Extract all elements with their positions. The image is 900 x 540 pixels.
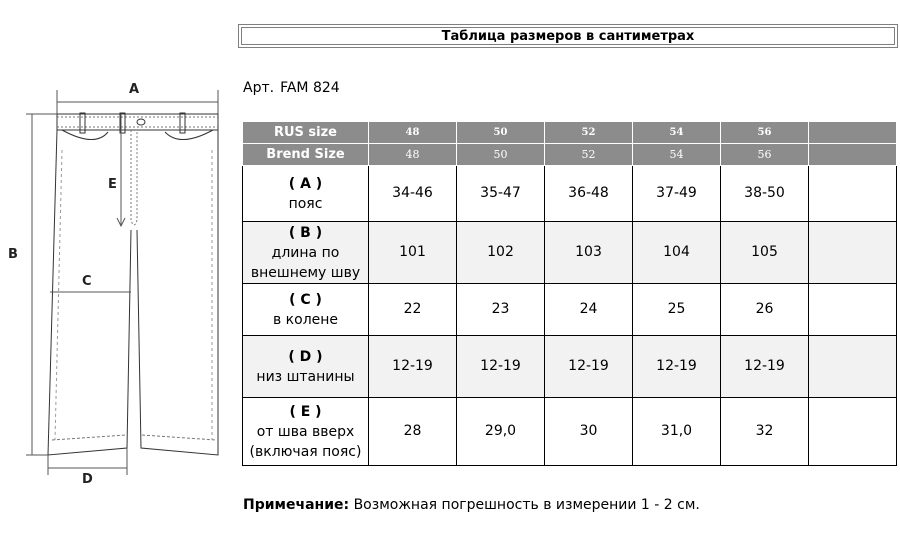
- value-cell: 31,0: [633, 398, 721, 466]
- value-cell: 32: [721, 398, 809, 466]
- value-cell: 38-50: [721, 166, 809, 222]
- param-code: ( C ): [289, 291, 322, 308]
- diagram-label-a: A: [129, 82, 140, 97]
- param-cell: [243, 398, 369, 466]
- article: [243, 80, 340, 96]
- rus-size-cell: 54: [633, 122, 721, 144]
- brand-size-cell: 54: [633, 144, 721, 166]
- empty-cell: [809, 144, 897, 166]
- param-code: ( D ): [288, 348, 323, 365]
- page-title: Таблица размеров в сантиметрах: [441, 28, 695, 44]
- value-cell: 24: [545, 284, 633, 336]
- diagram-label-b: B: [8, 247, 18, 262]
- size-table: [242, 121, 897, 466]
- value-cell: 28: [369, 398, 457, 466]
- table-row: [243, 336, 897, 398]
- value-cell: 22: [369, 284, 457, 336]
- empty-cell: [809, 398, 897, 466]
- table-row: [243, 398, 897, 466]
- rus-size-cell: 52: [545, 122, 633, 144]
- diagram-label-e: E: [108, 177, 117, 192]
- rus-size-cell: 56: [721, 122, 809, 144]
- value-cell: 30: [545, 398, 633, 466]
- brand-size-cell: 50: [457, 144, 545, 166]
- param-name: от шва вверх (включая пояс): [249, 423, 362, 460]
- brand-size-label: Brend Size: [243, 144, 369, 166]
- empty-cell: [809, 284, 897, 336]
- note: [243, 497, 700, 513]
- diagram-label-c: C: [82, 274, 92, 289]
- value-cell: 12-19: [721, 336, 809, 398]
- empty-cell: [809, 336, 897, 398]
- param-cell: [243, 166, 369, 222]
- value-cell: 23: [457, 284, 545, 336]
- value-cell: 12-19: [633, 336, 721, 398]
- value-cell: 29,0: [457, 398, 545, 466]
- value-cell: 36-48: [545, 166, 633, 222]
- diagram-label-d: D: [82, 472, 93, 487]
- value-cell: 103: [545, 222, 633, 284]
- value-cell: 102: [457, 222, 545, 284]
- note-text: Возможная погрешность в измерении 1 - 2 см.: [353, 497, 700, 513]
- table-row: [243, 166, 897, 222]
- value-cell: 12-19: [369, 336, 457, 398]
- value-cell: 105: [721, 222, 809, 284]
- param-cell: [243, 336, 369, 398]
- article-label: Арт.: [243, 80, 275, 96]
- param-code: ( B ): [288, 224, 323, 241]
- note-label: Примечание:: [243, 497, 350, 513]
- table-row: [243, 222, 897, 284]
- empty-cell: [809, 166, 897, 222]
- param-cell: [243, 284, 369, 336]
- rus-size-cell: 50: [457, 122, 545, 144]
- brand-size-cell: 56: [721, 144, 809, 166]
- rus-size-row: [243, 122, 897, 144]
- value-cell: 12-19: [545, 336, 633, 398]
- rus-size-label: RUS size: [243, 122, 369, 144]
- value-cell: 101: [369, 222, 457, 284]
- value-cell: 35-47: [457, 166, 545, 222]
- param-name: пояс: [288, 195, 323, 212]
- param-code: ( A ): [288, 175, 323, 192]
- jeans-diagram: [0, 70, 230, 490]
- param-name: в колене: [272, 311, 339, 328]
- param-code: ( E ): [289, 403, 322, 420]
- param-cell: [243, 222, 369, 284]
- value-cell: 34-46: [369, 166, 457, 222]
- param-name: низ штанины: [256, 368, 355, 385]
- brand-size-row: [243, 144, 897, 166]
- value-cell: 104: [633, 222, 721, 284]
- empty-cell: [809, 122, 897, 144]
- brand-size-cell: 52: [545, 144, 633, 166]
- title-box: [238, 24, 898, 48]
- value-cell: 12-19: [457, 336, 545, 398]
- value-cell: 25: [633, 284, 721, 336]
- article-code: FAM 824: [280, 80, 340, 96]
- brand-size-cell: 48: [369, 144, 457, 166]
- param-name: длина по внешнему шву: [250, 244, 361, 281]
- value-cell: 26: [721, 284, 809, 336]
- rus-size-cell: 48: [369, 122, 457, 144]
- value-cell: 37-49: [633, 166, 721, 222]
- table-row: [243, 284, 897, 336]
- empty-cell: [809, 222, 897, 284]
